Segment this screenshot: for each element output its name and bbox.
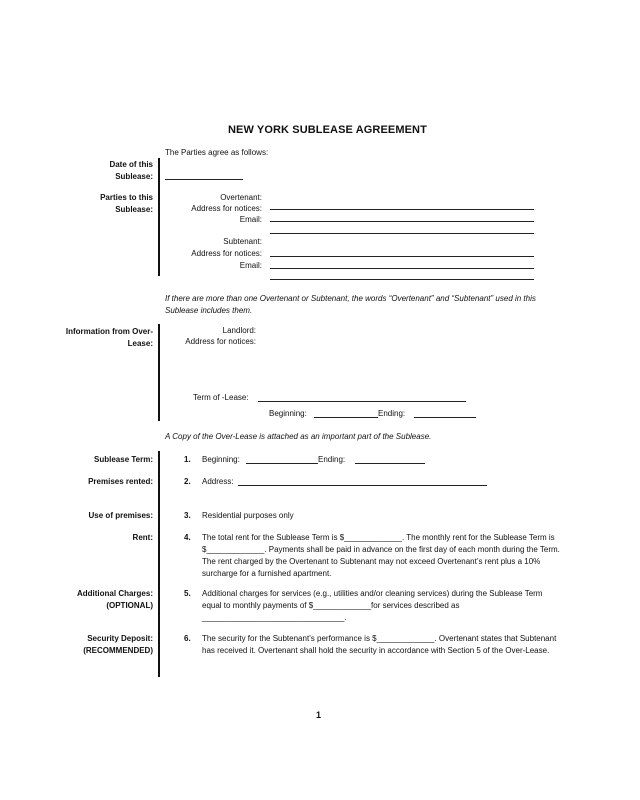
rent-label: Rent:: [132, 533, 153, 542]
section-bar-parties: [158, 158, 160, 276]
landlord-label: Landlord:: [222, 326, 256, 335]
parties-label: Parties to this Sublease:: [100, 193, 153, 214]
page-title: NEW YORK SUBLEASE AGREEMENT: [228, 124, 427, 136]
sublease-ending-field[interactable]: [355, 463, 425, 464]
overlease-ending-field[interactable]: [414, 417, 476, 418]
use-label: Use of premises:: [88, 511, 153, 520]
use-text: Residential purposes only: [202, 511, 294, 520]
overtenant-email-label: Email:: [239, 215, 262, 224]
overtenant-address-label: Address for notices:: [191, 204, 262, 213]
subtenant-email-label: Email:: [239, 261, 262, 270]
term-label: Term of -Lease:: [193, 393, 249, 402]
copy-note: A Copy of the Over-Lease is attached as an important part of the Sublease.: [165, 432, 432, 441]
page-number: 1: [316, 710, 322, 720]
premises-address-field[interactable]: [238, 485, 487, 486]
sublease-term-label: Sublease Term:: [94, 455, 153, 464]
sublease-beginning-label: Beginning:: [202, 455, 240, 464]
section-bar-items: [158, 451, 160, 677]
additional-charges-text: Additional charges for services (e.g., utilities and/or cleaning services) during the Sublease Term equal to monthly payments of $_____________for services described as ________________________________.: [202, 589, 543, 622]
intro-text: The Parties agree as follows:: [165, 148, 269, 157]
item-number-3: 3.: [184, 511, 191, 520]
subtenant-address-field[interactable]: [270, 256, 534, 257]
sublease-beginning-field[interactable]: [246, 463, 318, 464]
overlease-beginning-field[interactable]: [314, 417, 378, 418]
term-field[interactable]: [258, 401, 466, 402]
sublease-ending-label: Ending:: [318, 455, 346, 464]
subtenant-address-label: Address for notices:: [191, 249, 262, 258]
item-number-1: 1.: [184, 455, 191, 464]
item-number-4: 4.: [184, 533, 191, 542]
overtenant-extra-line[interactable]: [270, 233, 534, 234]
subtenant-extra-line[interactable]: [270, 279, 534, 280]
overlease-label: Information from Over-Lease:: [65, 327, 153, 348]
landlord-address-label: Address for notices:: [185, 337, 256, 346]
security-deposit-text: The security for the Subtenant’s performance is $_____________. Overtenant states that Subtenant has received it. Overtenant shall hold the security in accordance with Section 5 of the Over-Lease.: [202, 634, 557, 655]
date-label: Date of this Sublease:: [109, 160, 153, 181]
premises-address-label: Address:: [202, 477, 234, 486]
overtenant-address-field[interactable]: [270, 209, 534, 210]
item-number-6: 6.: [184, 634, 191, 643]
subtenant-label: Subtenant:: [223, 237, 262, 246]
date-field[interactable]: [165, 179, 243, 180]
parties-note: If there are more than one Overtenant or Subtenant, the words “Overtenant” and “Subtenant” used in this Sublease includes them.: [165, 294, 536, 315]
overtenant-email-field[interactable]: [270, 221, 534, 222]
item-number-5: 5.: [184, 589, 191, 598]
section-bar-overlease: [158, 324, 160, 421]
rent-text: The total rent for the Sublease Term is $_____________. The monthly rent for the Sublease Term is $_____________. Payments shall be paid in advance on the first day of each month during the Term. The rent charged by the Overtenant to Subtenant may not exceed Overtenant’s rent plus a 10% surcharge for a furnished apartment.: [202, 533, 560, 578]
additional-charges-label: Additional Charges: (OPTIONAL): [76, 589, 153, 610]
premises-label: Premises rented:: [88, 477, 153, 486]
overlease-ending-label: Ending:: [378, 409, 406, 418]
security-deposit-label: Security Deposit: (RECOMMENDED): [83, 634, 153, 655]
overlease-beginning-label: Beginning:: [269, 409, 307, 418]
subtenant-email-field[interactable]: [270, 268, 534, 269]
item-number-2: 2.: [184, 477, 191, 486]
overtenant-label: Overtenant:: [220, 193, 262, 202]
